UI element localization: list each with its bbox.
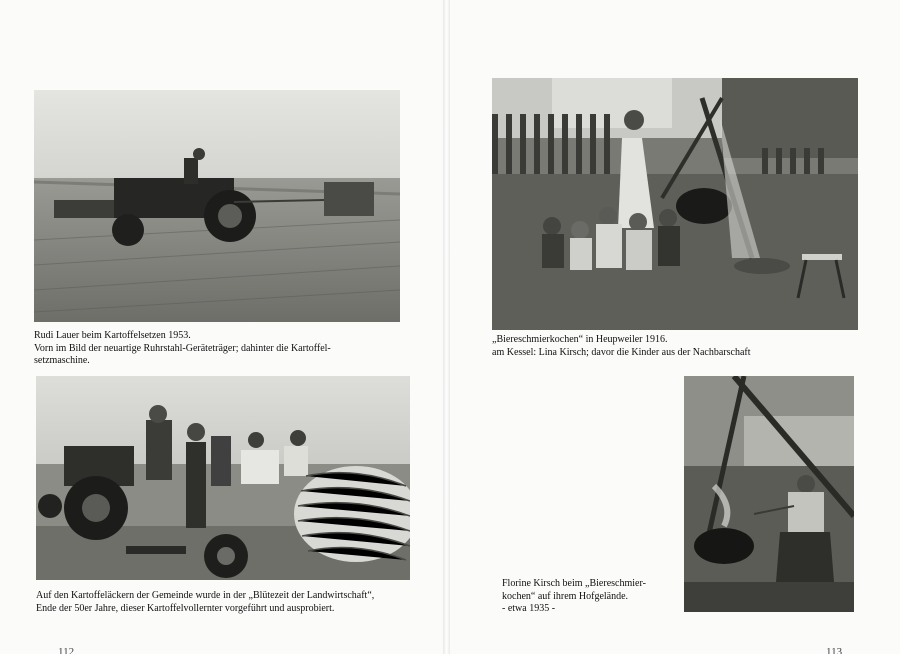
caption-harvester-photo [36,590,374,615]
left-page [0,0,446,654]
caption-line: setzmaschine. [34,355,90,366]
right-page [450,0,900,654]
caption-line: Vorn im Bild der neuartige Ruhrstahl-Geräteträger; dahinter die Kartoffel- [34,342,331,354]
caption-line: kochen“ auf ihrem Hofgelände. [502,590,629,602]
caption-line: - etwa 1935 - [502,603,556,614]
caption-tractor-photo [34,330,331,368]
caption-line: Rudi Lauer beim Kartoffelsetzen 1953. [34,330,191,341]
caption-line: „Biereschmierkochen“ in Heupweiler 1916. [492,334,668,345]
caption-line: am Kessel: Lina Kirsch; davor die Kinder aus der Nachbarschaft [492,346,751,358]
photo-florine-kirsch [684,376,854,612]
caption-biereschmier-1916 [492,334,751,359]
page-number-right: 113 [826,646,843,654]
caption-florine-kirsch [502,578,646,616]
photo-biereschmier-1916 [492,78,858,330]
photo-tractor-potato-planting [34,90,400,322]
caption-line: Auf den Kartoffeläckern der Gemeinde wurde in der „Blütezeit der Landwirtschaft“, [36,590,375,601]
page-number-left: 112 [58,646,75,654]
caption-line: Florine Kirsch beim „Biereschmier- [502,578,646,589]
caption-line: Ende der 50er Jahre, dieser Kartoffelvollernter vorgeführt und ausprobiert. [36,602,335,614]
photo-potato-harvester [36,376,410,580]
